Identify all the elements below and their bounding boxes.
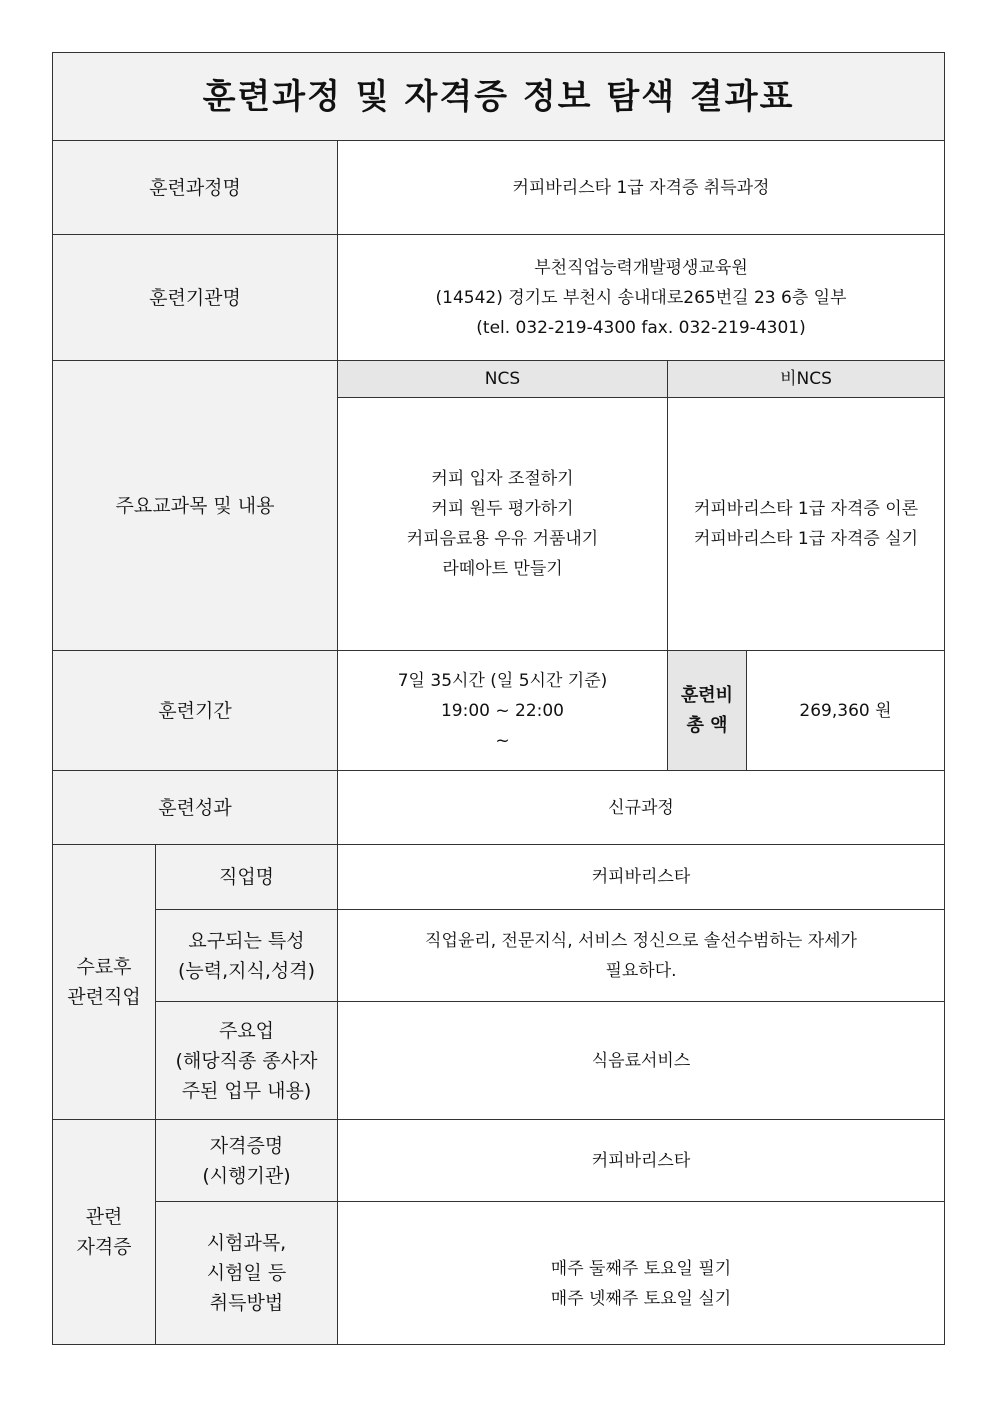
exam-label-line: 시험과목, <box>206 1232 287 1254</box>
exam-value-line: 매주 둘째주 토요일 필기 <box>550 1259 732 1279</box>
exam-label-line: 취득방법 <box>209 1292 284 1314</box>
traits-label-line: (능력,지식,성격) <box>177 959 316 982</box>
related-cert-group-label <box>52 1119 156 1345</box>
exam-value <box>337 1201 945 1345</box>
cert-name-label <box>155 1119 338 1202</box>
course-name-label <box>52 140 338 235</box>
job-name-label <box>155 844 338 910</box>
outcome-value <box>337 770 945 845</box>
job-name-value <box>337 844 945 910</box>
non-ncs-header <box>667 360 945 398</box>
industry-label-line: 주된 업무 내용) <box>181 1079 312 1102</box>
period-time: 19:00 ~ 22:00 <box>440 700 565 721</box>
industry-label-line: 주요업 <box>218 1019 275 1042</box>
institution-label <box>52 234 338 361</box>
fee-value <box>746 650 945 771</box>
ncs-item: 커피 원두 평가하기 <box>431 499 574 519</box>
cert-name-value <box>337 1119 945 1202</box>
related-cert-group-line: 자격증 <box>76 1236 132 1258</box>
non-ncs-item: 커피바리스타 1급 자격증 이론 <box>693 499 919 519</box>
related-job-group-label <box>52 844 156 1120</box>
related-job-group-line: 수료후 <box>76 956 132 978</box>
industry-label <box>155 1001 338 1120</box>
industry-value-text: 식음료서비스 <box>591 1050 691 1071</box>
outcome-label-text: 훈련성과 <box>158 796 232 819</box>
period-label-text: 훈련기간 <box>158 699 232 722</box>
ncs-item: 라떼아트 만들기 <box>442 559 563 579</box>
cert-name-label-line: (시행기관) <box>202 1164 291 1187</box>
course-name-label-text: 훈련과정명 <box>149 176 241 199</box>
period-dates: ~ <box>495 730 510 751</box>
exam-label-line: 시험일 등 <box>206 1262 287 1284</box>
ncs-item: 커피음료용 우유 거품내기 <box>406 529 599 549</box>
non-ncs-item: 커피바리스타 1급 자격증 실기 <box>693 529 919 549</box>
subjects-label <box>52 360 338 651</box>
related-job-group-line: 관련직업 <box>67 986 141 1008</box>
non-ncs-header-text: 비NCS <box>780 369 832 389</box>
fee-label-line: 총 액 <box>686 714 728 736</box>
exam-value-line: 매주 넷째주 토요일 실기 <box>550 1289 732 1309</box>
ncs-header <box>337 360 668 398</box>
job-name-label-text: 직업명 <box>218 866 275 888</box>
period-value <box>337 650 668 771</box>
traits-label-line: 요구되는 특성 <box>188 929 305 952</box>
ncs-header-text: NCS <box>484 369 521 389</box>
document-title <box>52 52 945 141</box>
period-duration: 7일 35시간 (일 5시간 기준) <box>397 670 608 691</box>
subjects-label-text: 주요교과목 및 내용 <box>115 494 275 517</box>
traits-value-line: 직업윤리, 전문지식, 서비스 정신으로 솔선수범하는 자세가 <box>425 930 857 951</box>
job-name-value-text: 커피바리스타 <box>591 867 691 887</box>
ncs-item: 커피 입자 조절하기 <box>431 469 574 489</box>
exam-label <box>155 1201 338 1345</box>
cert-name-value-text: 커피바리스타 <box>591 1150 691 1171</box>
period-label <box>52 650 338 771</box>
traits-value-line: 필요하다. <box>605 960 677 981</box>
non-ncs-content <box>667 397 945 651</box>
outcome-value-text: 신규과정 <box>608 797 674 818</box>
ncs-content <box>337 397 668 651</box>
outcome-label <box>52 770 338 845</box>
result-table <box>52 52 945 1345</box>
traits-label <box>155 909 338 1002</box>
fee-label <box>667 650 747 771</box>
course-name-value-text: 커피바리스타 1급 자격증 취득과정 <box>512 177 770 198</box>
document-title-text: 훈련과정 및 자격증 정보 탐색 결과표 <box>202 76 795 117</box>
institution-name: 부천직업능력개발평생교육원 <box>534 257 748 278</box>
cert-name-label-line: 자격증명 <box>209 1134 284 1157</box>
fee-label-line: 훈련비 <box>680 684 734 706</box>
course-name-value <box>337 140 945 235</box>
industry-value <box>337 1001 945 1120</box>
traits-value <box>337 909 945 1002</box>
institution-value <box>337 234 945 361</box>
fee-value-text: 269,360 원 <box>799 700 892 721</box>
institution-address: (14542) 경기도 부천시 송내대로265번길 23 6층 일부 <box>435 287 847 308</box>
institution-contact: (tel. 032-219-4300 fax. 032-219-4301) <box>476 317 806 338</box>
institution-label-text: 훈련기관명 <box>149 286 241 309</box>
industry-label-line: (해당직종 종사자 <box>175 1049 318 1072</box>
related-cert-group-line: 관련 <box>85 1206 123 1228</box>
